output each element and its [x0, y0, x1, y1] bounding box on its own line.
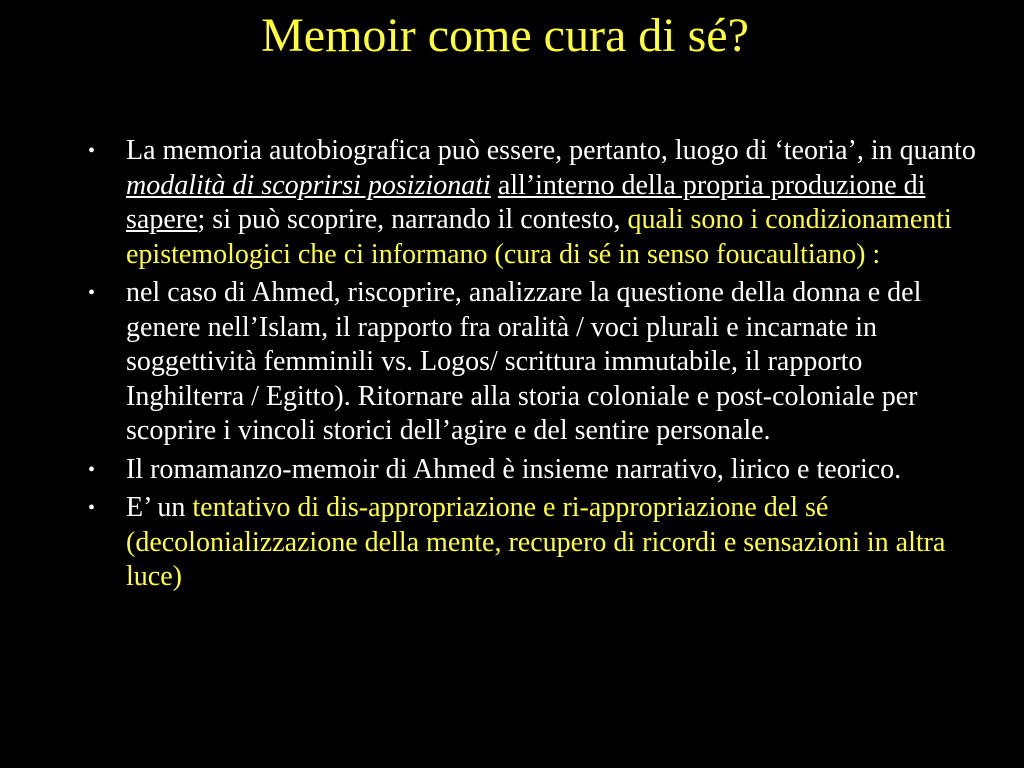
- bullet-1-emphasis: modalità di scoprirsi posizionati: [126, 169, 491, 201]
- slide-title: Memoir come cura di sé?: [261, 9, 749, 62]
- bullet-4-text: E’ un: [126, 492, 193, 523]
- bullet-1-continuation: ; si può scoprire, narrando il contesto,: [197, 204, 628, 235]
- bullet-marker: •: [88, 140, 96, 162]
- bullet-marker: •: [88, 282, 96, 304]
- bullet-item-4: [82, 491, 987, 595]
- bullet-3-text: Il romamanzo-memoir di Ahmed è insieme narrativo, lirico e teorico.: [126, 453, 902, 485]
- bullet-item-1: [82, 134, 987, 272]
- bullet-1-text: La memoria autobiografica può essere, pertanto, luogo di ‘teoria’, in quanto: [126, 135, 976, 166]
- bullet-4-highlight: tentativo di dis-appropriazione e ri-appropriazione del sé (decolonializzazione della mente, recupero di ricordi e sensazioni in altra luce): [126, 492, 946, 592]
- bullet-item-3: [82, 453, 987, 488]
- bullet-1-underlined: all’interno della propria produzione di sapere: [126, 169, 926, 235]
- bullet-list: [82, 134, 987, 599]
- bullet-marker: •: [88, 497, 96, 519]
- bullet-1-space: [491, 170, 498, 201]
- bullet-marker: •: [88, 458, 96, 481]
- bullet-item-2: [82, 276, 987, 449]
- bullet-1-highlight: quali sono i condizionamenti epistemologici che ci informano (cura di sé in senso foucaultiano) :: [126, 204, 952, 270]
- bullet-2-text: nel caso di Ahmed, riscoprire, analizzare la questione della donna e del genere nell’Islam, il rapporto fra oralità / voci plurali e incarnate in soggettività femminili vs. Logos/ scrittura immutabile, il rapporto Inghilterra / Egitto). Ritornare alla storia coloniale e post-coloniale per scoprire i vincoli storici dell’agire e del sentire personale.: [126, 277, 922, 446]
